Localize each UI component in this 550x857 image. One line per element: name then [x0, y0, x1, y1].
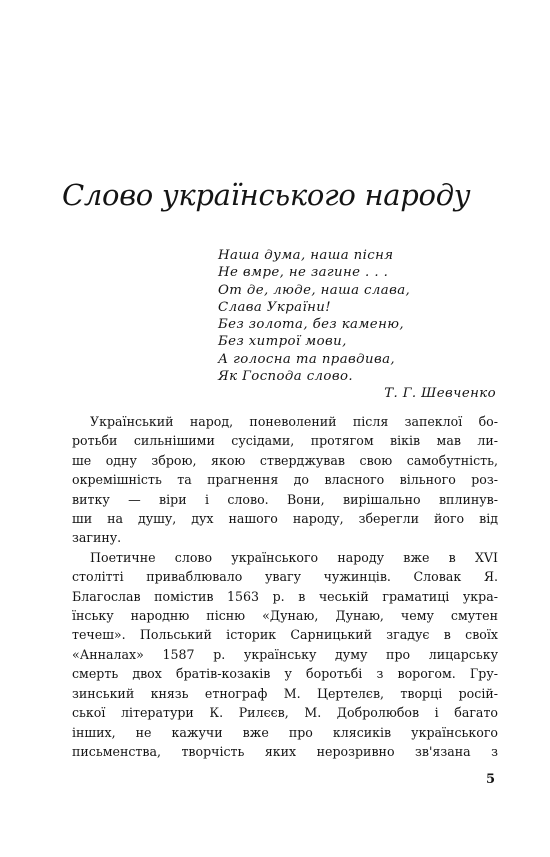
body-text [72, 412, 498, 761]
text-line: ської літератури К. Рилєєв, М. Добролюбов і багато [72, 705, 498, 721]
text-line: зинський князь етнограф М. Цертелєв, творці росій- [72, 685, 498, 701]
text-line: течеш». Польський історик Сарницький згадує в своїх [72, 627, 498, 643]
epigraph-author: Т. Г. Шевченко [384, 386, 496, 402]
page-number: 5 [486, 772, 496, 787]
epigraph-line: Не вмре, не загине . . . [218, 265, 389, 281]
text-line: ротьби сильнішими сусідами, протягом віків мав ли- [72, 433, 498, 449]
text-line: ше одну зброю, якою стверджував свою самобутність, [72, 452, 498, 468]
epigraph-line: Як Господа слово. [218, 369, 354, 385]
text-line: загину. [72, 530, 122, 546]
epigraph-line: Без хитрої мови, [218, 334, 347, 350]
epigraph-line: От де, люде, наша слава, [218, 282, 411, 298]
text-line: ши на душу, дух нашого народу, зберегли його від [72, 511, 498, 527]
text-line: Благослав помістив 1563 р. в чеській граматиці укра- [72, 588, 498, 604]
chapter-title: Слово українського народу [62, 178, 471, 212]
paragraph [72, 548, 498, 761]
text-line: смерть двох братів-козаків у боротьбі з ворогом. Гру- [72, 666, 498, 682]
text-line: окремішність та прагнення до власного вільного роз- [72, 472, 498, 488]
text-line: витку — віри і слово. Вони, вирішально вплинув- [72, 491, 498, 507]
text-line: Поетичне слово українського народу вже в XVI [90, 549, 498, 565]
text-line: їнську народню пісню «Дунаю, Дунаю, чему смутен [72, 608, 498, 624]
text-line: інших, не кажучи вже про клясиків українського [72, 724, 498, 740]
epigraph-line: Наша дума, наша пісня [218, 248, 394, 263]
paragraph [72, 412, 498, 548]
epigraph-line: А голосна та правдива, [218, 351, 396, 367]
text-line: «Анналах» 1587 р. українську думу про лицарську [72, 646, 498, 662]
epigraph-line: Без золота, без каменю, [218, 317, 404, 333]
text-line: Український народ, поневолений після запеклої бо- [90, 414, 498, 429]
text-line: письменства, творчість яких нерозривно зв'язана з [72, 743, 498, 759]
epigraph [218, 247, 498, 403]
epigraph-line: Слава України! [218, 299, 331, 315]
text-line: столітті привaблювало увагу чужинців. Словак Я. [72, 569, 498, 585]
